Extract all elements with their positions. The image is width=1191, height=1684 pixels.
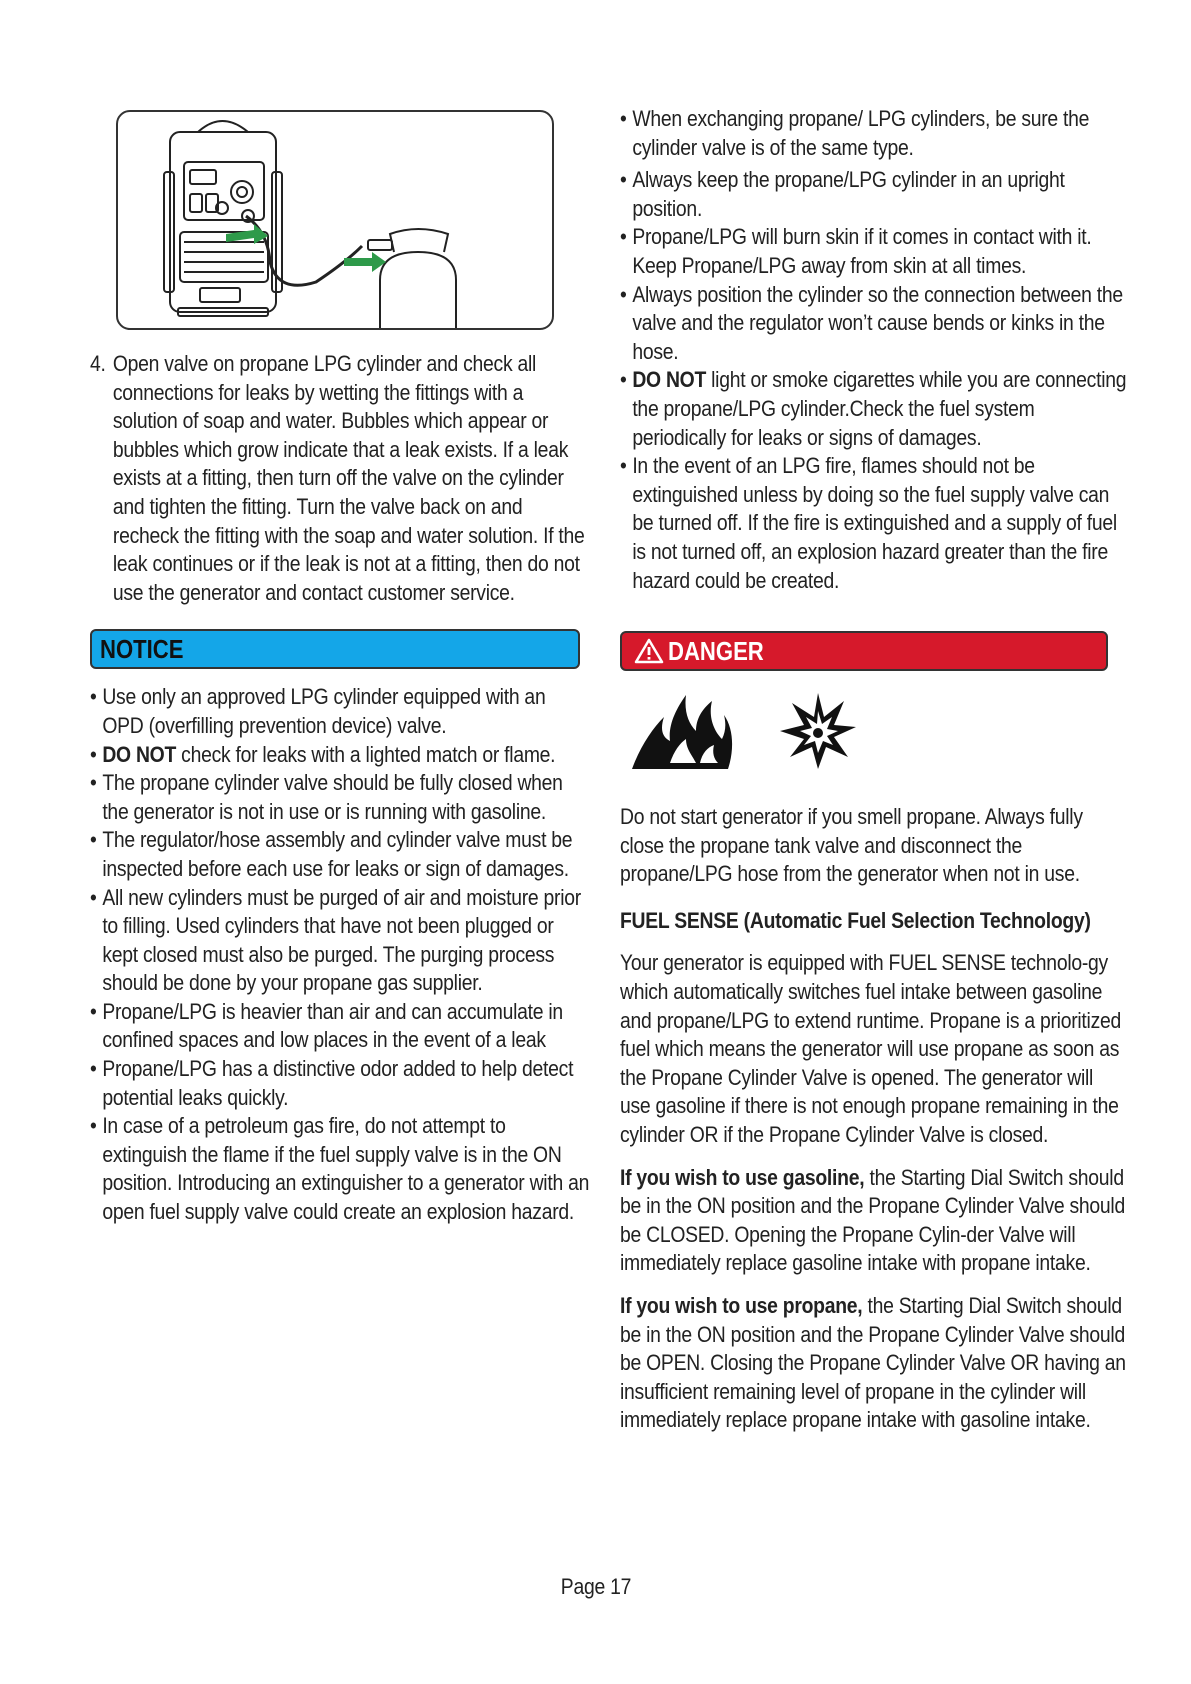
notice-list bbox=[90, 683, 592, 1226]
safety-item bbox=[620, 105, 1127, 162]
notice-item-emphasis: DO NOT bbox=[102, 741, 177, 767]
bullet-icon: • bbox=[90, 770, 97, 796]
bullet-icon: • bbox=[90, 741, 97, 767]
notice-title: NOTICE bbox=[100, 633, 184, 664]
bullet-icon: • bbox=[90, 827, 97, 853]
page-footer bbox=[0, 1573, 1191, 1602]
safety-item-text: Always position the cylinder so the connection between the valve and the regulator won’t cause bends or kinks in the hose. bbox=[632, 281, 1123, 364]
safety-item-text: light or smoke cigarettes while you are connecting the propane/LPG cylinder.Check the fuel system periodically for leaks or signs of damages. bbox=[632, 367, 1127, 450]
notice-item bbox=[90, 998, 592, 1055]
notice-item bbox=[90, 826, 592, 883]
safety-item bbox=[620, 281, 1127, 367]
bullet-icon: • bbox=[620, 167, 627, 193]
bullet-icon: • bbox=[620, 106, 627, 131]
generator-connection-drawing bbox=[118, 112, 554, 330]
notice-item-text: In case of a petroleum gas fire, do not attempt to extinguish the flame if the fuel supply valve is in the ON position. Introducing an extinguisher to a generator with an open fuel supply valve could create an explosion hazard. bbox=[102, 1113, 590, 1225]
gasoline-lead: If you wish to use gasoline, bbox=[620, 1164, 865, 1190]
generator-cylinder-illustration bbox=[116, 110, 554, 330]
step-number: 4. bbox=[90, 351, 106, 376]
left-column bbox=[90, 110, 590, 1227]
notice-banner bbox=[90, 629, 580, 669]
propane-lead: If you wish to use propane, bbox=[620, 1293, 863, 1318]
notice-item-text: The propane cylinder valve should be fully closed when the generator is not in use or is running with gasoline. bbox=[102, 770, 563, 824]
safety-item-emphasis: DO NOT bbox=[632, 367, 707, 393]
warning-triangle-icon bbox=[634, 638, 664, 664]
propane-instructions bbox=[620, 1292, 1127, 1435]
notice-item-text: All new cylinders must be purged of air and moisture prior to filling. Used cylinders that have not been plugged or kept closed must also be purged. The purging process should be done by your propane gas supplier. bbox=[102, 884, 581, 996]
fire-icon bbox=[630, 691, 734, 771]
safety-item bbox=[620, 166, 1127, 223]
notice-item bbox=[90, 1055, 592, 1112]
gasoline-instructions bbox=[620, 1164, 1127, 1278]
safety-item bbox=[620, 366, 1127, 452]
notice-item bbox=[90, 884, 592, 998]
bullet-icon: • bbox=[620, 367, 627, 393]
cylinder-safety-list bbox=[620, 105, 1127, 595]
notice-item-text: Propane/LPG is heavier than air and can accumulate in confined spaces and low places in the event of a leak bbox=[102, 998, 563, 1053]
propane-text: the Starting Dial Switch should be in the ON position and the Propane Cylinder Valve should be OPEN. Closing the Propane Cylinder Valve OR having an insufficient remaining level of propane in the cylinder will immediately replace propane intake with gasoline intake. bbox=[620, 1293, 1126, 1433]
bullet-icon: • bbox=[620, 281, 627, 307]
hazard-symbols bbox=[630, 691, 1125, 777]
notice-item-text: check for leaks with a lighted match or flame. bbox=[176, 741, 556, 767]
safety-item-text: In the event of an LPG fire, flames should not be extinguished unless by doing so the fuel supply valve can be turned off. If the fire is extinguished and a supply of fuel is not turned off, an explosion hazard greater than the fire hazard could be created. bbox=[632, 453, 1117, 593]
page-number: Page 17 bbox=[560, 1574, 631, 1599]
notice-item bbox=[90, 683, 592, 740]
bullet-icon: • bbox=[90, 998, 97, 1024]
safety-item-text: Always keep the propane/LPG cylinder in an upright position. bbox=[632, 167, 1065, 221]
notice-item bbox=[90, 1112, 592, 1226]
safety-item bbox=[620, 223, 1127, 280]
right-column bbox=[620, 105, 1125, 1435]
bullet-icon: • bbox=[620, 224, 627, 250]
danger-banner bbox=[620, 631, 1108, 671]
safety-item-text: When exchanging propane/ LPG cylinders, be sure the cylinder valve is of the same type. bbox=[632, 106, 1090, 160]
notice-item-text: The regulator/hose assembly and cylinder valve must be inspected before each use for leaks or sign of damages. bbox=[102, 827, 573, 881]
notice-item-text: Use only an approved LPG cylinder equipped with an OPD (overfilling prevention device) valve. bbox=[102, 684, 546, 738]
fuel-sense-heading: FUEL SENSE (Automatic Fuel Selection Technology) bbox=[620, 907, 1091, 933]
notice-item-text: Propane/LPG has a distinctive odor added to help detect potential leaks quickly. bbox=[102, 1056, 574, 1110]
danger-title: DANGER bbox=[668, 635, 764, 666]
notice-item bbox=[90, 769, 592, 826]
fuel-sense-intro: Your generator is equipped with FUEL SENSE technolo-gy which automatically switches fuel intake between gasoline and propane/LPG to extend runtime. Propane is a prioritized fuel which means the generator will use propane as soon as the Propane Cylinder Valve is opened. The generator will use gasoline if there is not enough propane remaining in the cylinder OR if the Propane Cylinder Valve is closed. bbox=[620, 950, 1122, 1148]
step-text: Open valve on propane LPG cylinder and check all connections for leaks by wetting the fittings with a solution of soap and water. Bubbles which appear or bubbles which grow indicate that a leak exists. If a leak exists at a fitting, then turn off the valve on the cylinder and tighten the fitting. Turn the valve back on and recheck the fitting with the soap and water solution. If the leak continues or if the leak is not at a fitting, then do not use the generator and contact customer service. bbox=[112, 351, 585, 605]
bullet-icon: • bbox=[90, 884, 97, 910]
bullet-icon: • bbox=[90, 1113, 97, 1139]
safety-item-text: Propane/LPG will burn skin if it comes in contact with it. Keep Propane/LPG away from skin at all times. bbox=[632, 224, 1092, 278]
bullet-icon: • bbox=[90, 1056, 97, 1082]
notice-item bbox=[90, 741, 592, 770]
step-4 bbox=[90, 350, 592, 607]
bullet-icon: • bbox=[90, 684, 97, 710]
bullet-icon: • bbox=[620, 453, 627, 479]
safety-item bbox=[620, 452, 1127, 595]
explosion-icon bbox=[778, 691, 858, 771]
gasoline-text: the Starting Dial Switch should be in the ON position and the Propane Cylinder Valve should be CLOSED. Opening the Propane Cylin-der Valve will immediately replace gasoline intake with propane intake. bbox=[620, 1164, 1125, 1276]
danger-text: Do not start generator if you smell propane. Always fully close the propane tank valve and disconnect the propane/LPG hose from the generator when not in use. bbox=[620, 804, 1083, 887]
